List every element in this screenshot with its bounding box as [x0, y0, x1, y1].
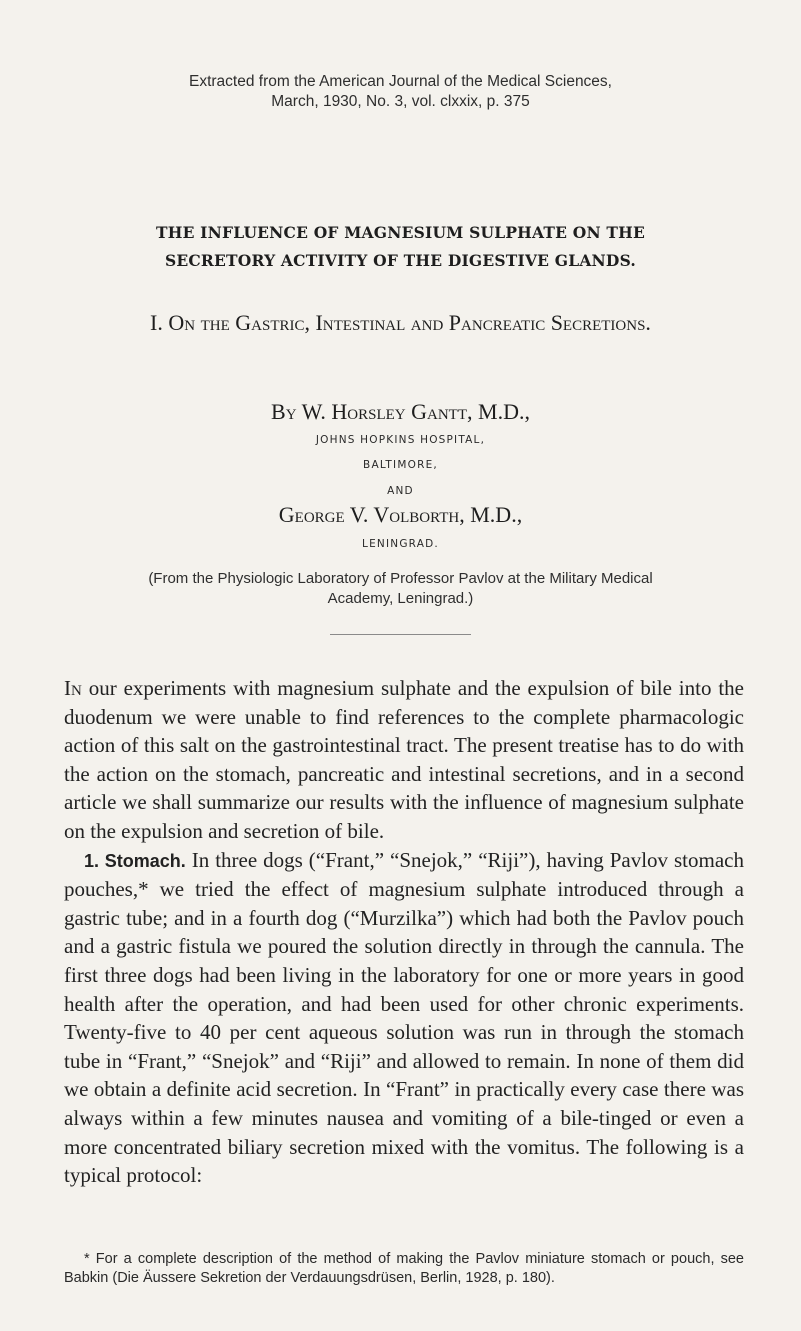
paragraph-introduction: [64, 674, 744, 846]
footnote-marker: *: [84, 1251, 90, 1267]
author-2: George V. Volborth, M.D.,: [278, 502, 523, 527]
laboratory-origin: [60, 569, 741, 609]
extract-notice: [60, 72, 741, 112]
extract-line-1: Extracted from the American Journal of the Medical Sciences,: [188, 73, 612, 90]
title-line-1: THE INFLUENCE OF MAGNESIUM SULPHATE ON THE: [155, 223, 646, 242]
title-line-2: SECRETORY ACTIVITY OF THE DIGESTIVE GLANDS.: [164, 251, 637, 270]
paragraph-stomach-text: In three dogs (“Frant,” “Snejok,” “Riji”), having Pavlov stomach pouches,* we tried the effect of magnesium sulphate introduced through a gastric tube; and in a fourth dog (“Murzilka”) which had both the Pavlov pouch and a gastric fistula we poured the solution directly in through the cannula. The first three dogs had been living in the laboratory for one or more years in good health after the operation, and had been used for other chronic experiments. Twenty-five to 40 per cent aqueous solution was run in through the stomach tube in “Frant,” “Snejok” and “Riji” and allowed to remain. In none of them did we obtain a definite acid secretion. In “Frant” in practically every case there was always within a few minutes nausea and vomiting of a bile-tinged or even a more concentrated biliary secretion mixed with the vomitus. The following is a typical protocol:: [64, 847, 744, 1188]
author-2-affiliation: LENINGRAD.: [362, 538, 439, 550]
extract-line-2: March, 1930, No. 3, vol. clxxix, p. 375: [271, 93, 530, 110]
author-1-affiliation-line-1: JOHNS HOPKINS HOSPITAL,: [315, 434, 486, 446]
article-subtitle: I. On the Gastric, Intestinal and Pancreatic Secretions.: [150, 310, 651, 335]
origin-line-2: Academy, Leningrad.): [327, 590, 474, 607]
origin-line-1: (From the Physiologic Laboratory of Professor Pavlov at the Military Medical: [148, 570, 653, 587]
paragraph-introduction-text: our experiments with magnesium sulphate and the expulsion of bile into the duodenum we were unable to find references to the complete pharmacologic action of this salt on the gastrointestinal tract. The present treatise has to do with the action on the stomach, pancreatic and intestinal secretions, and in a second article we shall summarize our results with the influence of magnesium sulphate on the expulsion and secretion of bile.: [64, 676, 744, 843]
footnote: [64, 1250, 744, 1288]
paragraph-lead-word: In: [64, 676, 82, 700]
author-conjunction: AND: [387, 485, 414, 497]
article-body: [64, 674, 744, 1190]
author-1: By W. Horsley Gantt, M.D.,: [271, 399, 530, 424]
author-1-affiliation-line-2: BALTIMORE,: [363, 459, 438, 471]
paragraph-stomach: [64, 846, 744, 1190]
section-divider: [330, 634, 471, 635]
article-title: [90, 219, 711, 275]
footnote-text: For a complete description of the method of making the Pavlov miniature stomach or pouch, see Babkin (Die Äussere Sekretion der Verdauungsdrüsen, Berlin, 1928, p. 180).: [64, 1251, 744, 1286]
section-heading-stomach: 1. Stomach.: [84, 850, 186, 871]
